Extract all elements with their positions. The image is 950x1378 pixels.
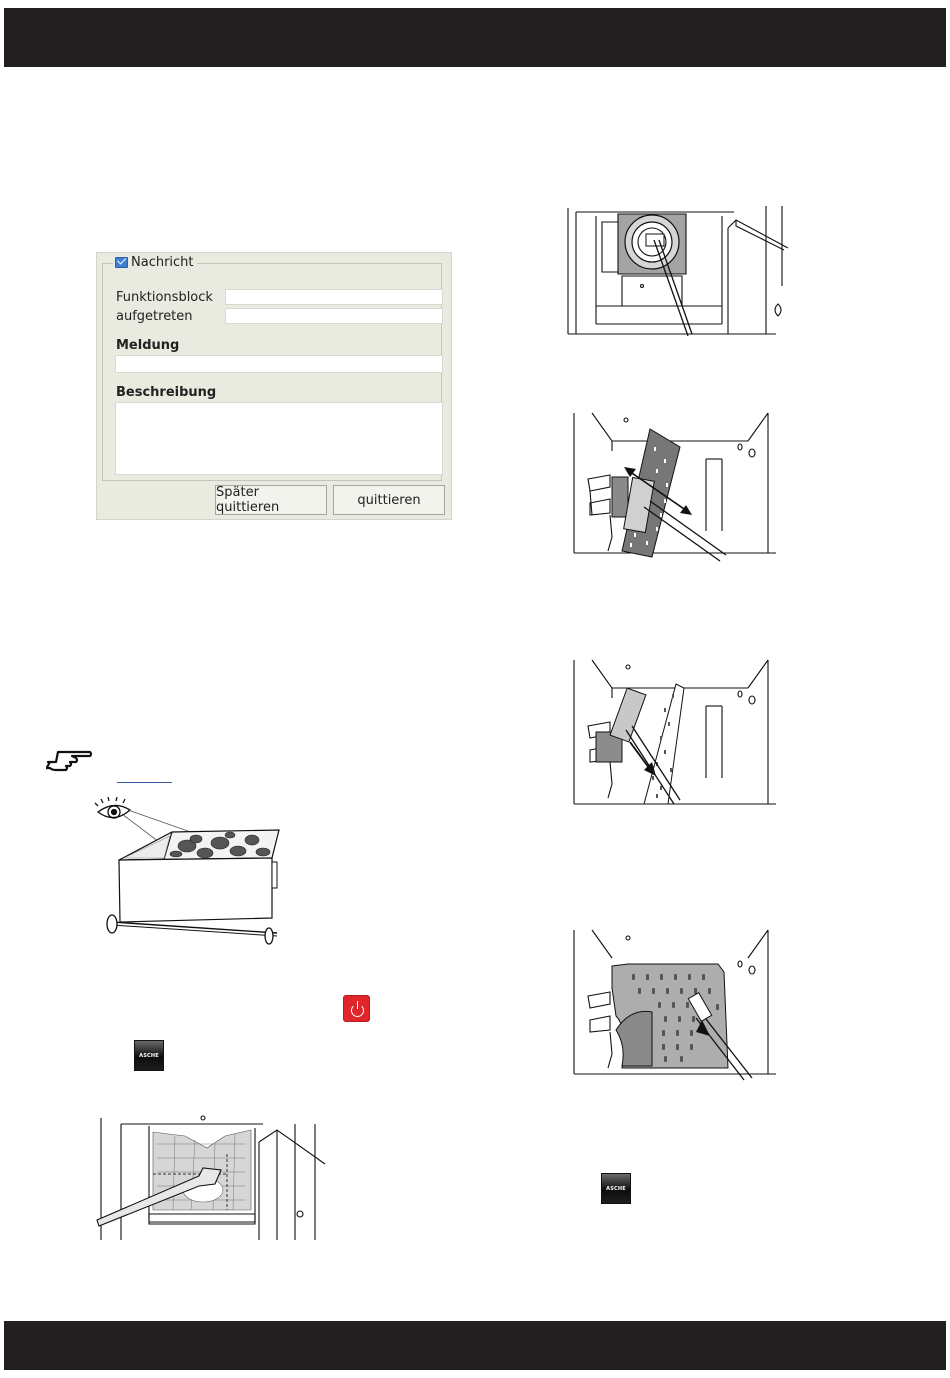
dialog-title [113, 255, 197, 270]
ash-box-illustration [92, 796, 287, 950]
acknowledge-button[interactable]: quittieren [333, 485, 445, 515]
header-bar [4, 8, 946, 67]
acknowledge-later-button[interactable]: Später quittieren [215, 485, 327, 515]
ash-button-2-label: ASCHE [606, 1185, 626, 1192]
message-field[interactable] [115, 355, 443, 373]
ash-button[interactable] [134, 1040, 164, 1071]
description-field[interactable] [115, 402, 443, 475]
ash-button-label: ASCHE [139, 1052, 159, 1059]
reference-link-underline [117, 782, 172, 783]
message-group [102, 255, 442, 481]
dialog-title-text: Nachricht [131, 255, 194, 270]
occurred-label: aufgetreten [116, 309, 193, 324]
footer-bar [4, 1321, 946, 1370]
message-label: Meldung [116, 338, 180, 353]
combustion-chamber-illustration [95, 1114, 325, 1242]
message-dialog [96, 252, 452, 520]
occurred-field[interactable] [225, 308, 443, 324]
function-block-field[interactable] [225, 289, 443, 305]
mail-icon [115, 257, 128, 268]
pointing-hand-icon [46, 744, 94, 772]
grate-cleaning-illustration [568, 928, 778, 1080]
ash-button-2[interactable] [601, 1173, 631, 1204]
power-icon[interactable] [343, 995, 370, 1022]
grate-removal-illustration [568, 411, 778, 561]
function-block-label: Funktionsblock [116, 290, 213, 305]
description-label: Beschreibung [116, 385, 217, 400]
grate-insertion-illustration [568, 658, 778, 808]
cleaning-opening-illustration [566, 206, 788, 338]
